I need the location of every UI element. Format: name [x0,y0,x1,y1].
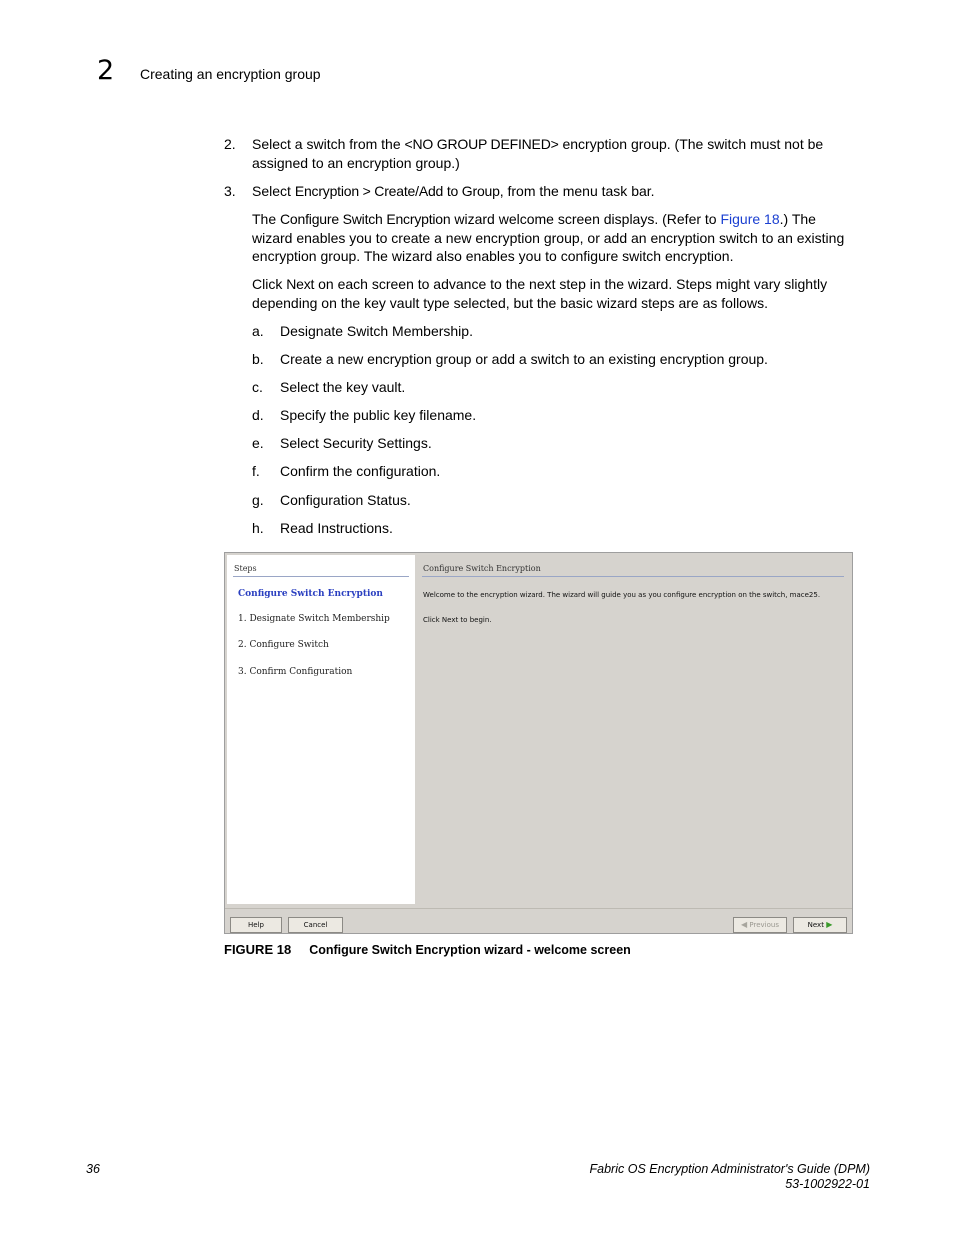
para-text: The [252,211,281,227]
substep-text: Confirm the configuration. [280,463,441,479]
help-button[interactable] [230,917,282,933]
begin-text: Click Next to begin. [423,616,492,624]
step-text: , from the menu task bar. [499,183,655,199]
substep-text: Select the key vault. [280,379,406,395]
substep-item [252,350,768,369]
arrow-left-icon: ◀ [741,920,748,929]
paragraph-wizard-intro [252,210,872,266]
para-text: wizard welcome screen displays. (Refer to [450,211,721,227]
substep-letter: c. [252,379,263,395]
substep-item [252,322,473,341]
help-label: Help [248,921,264,929]
para-text: encryption group. The wizard also enables you to configure switch encryption. [252,248,734,264]
panel-header: Configure Switch Encryption [423,564,541,573]
substep-letter: a. [252,323,264,339]
next-button[interactable] [793,917,847,933]
substep-letter: d. [252,407,264,423]
substep-text: Configuration Status. [280,492,411,508]
steps-panel [227,555,415,904]
substep-text: Create a new encryption group or add a switch to an existing encryption group. [280,351,768,367]
step-bold: Encryption > Create/Add to Group [294,183,500,199]
substep-item [252,378,405,397]
para-bold: Configure Switch Encryption [280,211,451,227]
page-number: 36 [86,1162,100,1176]
substep-text: Designate Switch Membership. [280,323,473,339]
para-text: on each screen to advance to the next step in the wizard. Steps might vary slightly [314,276,828,292]
para-bold: Next [286,276,315,292]
chapter-number: 2 [97,55,115,86]
welcome-text: Welcome to the encryption wizard. The wizard will guide you as you configure encryption on the switch, mace25. [423,591,821,599]
substep-item [252,406,476,425]
step-bold: <NO GROUP DEFINED> [404,136,559,152]
step-text: encryption group. (The switch must not be [558,136,824,152]
substep-item [252,434,432,453]
figure-caption [224,942,631,957]
chapter-title: Creating an encryption group [140,66,321,82]
step-text: Select [252,183,295,199]
para-text: Click [252,276,287,292]
step-2 [224,135,874,173]
para-text: .) The [779,211,816,227]
cancel-button[interactable] [288,917,343,933]
para-text: wizard enables you to create a new encryption group, or add an encryption switch to an existing [252,229,845,246]
footer-doc-info [590,1162,870,1192]
doc-number: 53-1002922-01 [785,1177,870,1191]
previous-label: Previous [749,921,779,929]
doc-title: Fabric OS Encryption Administrator's Guide (DPM) [589,1162,870,1176]
para-text: depending on the key vault type selected, but the basic wizard steps are as follows. [252,294,768,311]
arrow-right-icon: ▶ [826,920,833,929]
figure-label: FIGURE 18 [224,942,292,957]
substep-text: Specify the public key filename. [280,407,477,423]
cancel-label: Cancel [303,921,328,929]
substep-item [252,519,393,538]
substep-letter: h. [252,520,264,536]
wizard-step-confirm[interactable]: 3. Confirm Configuration [238,667,353,677]
wizard-button-bar [225,908,852,934]
substep-letter: e. [252,435,264,451]
figure-title: Configure Switch Encryption wizard - welcome screen [309,943,631,957]
paragraph-click-next [252,275,872,312]
substep-letter: b. [252,351,264,367]
content-panel [416,555,851,904]
step-number: 2. [224,136,236,152]
figure-18-link[interactable]: Figure 18 [720,211,780,227]
substep-item [252,491,411,510]
panel-divider [422,576,844,577]
substep-text: Read Instructions. [280,520,393,536]
step-text: Select a switch from the [252,136,405,152]
wizard-screenshot [224,552,853,934]
step-3 [224,182,874,201]
steps-header: Steps [234,564,257,573]
substep-letter: g. [252,492,264,508]
step-number: 3. [224,183,236,199]
wizard-step-welcome[interactable]: Configure Switch Encryption [238,589,383,599]
substep-item [252,462,440,481]
previous-button[interactable] [733,917,787,933]
substep-letter: f. [252,463,260,479]
substep-text: Select Security Settings. [280,435,432,451]
next-label: Next [807,921,824,929]
wizard-step-designate[interactable]: 1. Designate Switch Membership [238,614,390,624]
step-text: assigned to an encryption group.) [252,155,460,171]
steps-divider [233,576,409,577]
wizard-step-configure[interactable]: 2. Configure Switch [238,640,329,650]
